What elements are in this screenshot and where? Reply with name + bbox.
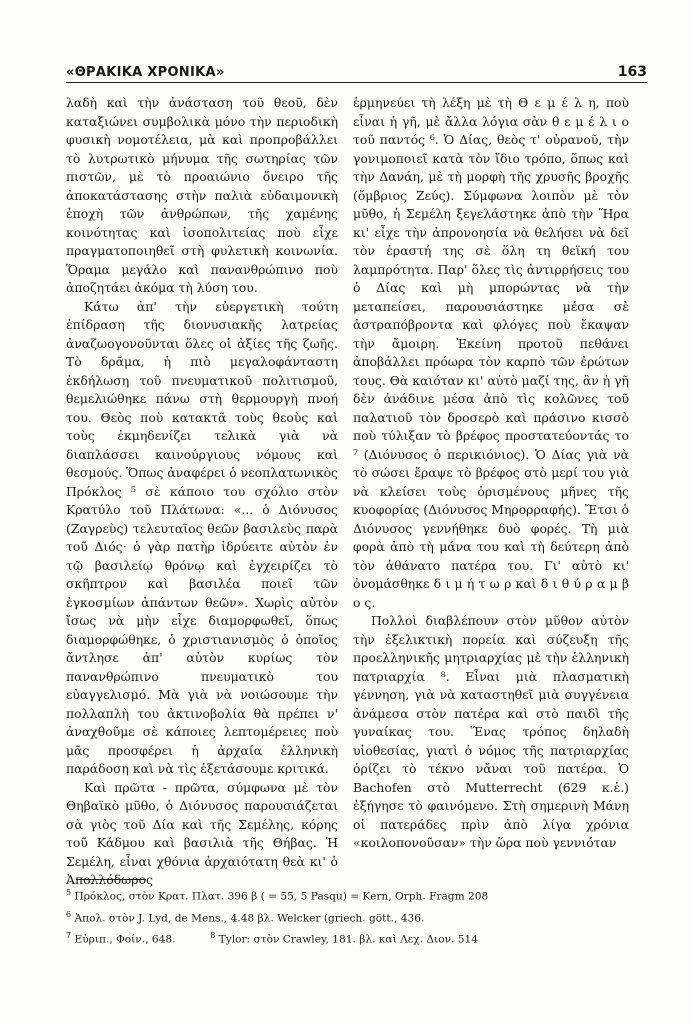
footnote-text: Ἀπολ. στὸν J. Lyd, de Mens., 4.48 βλ. Welcker (griech. gött., 436. <box>74 912 425 925</box>
footnotes <box>66 884 647 949</box>
footnote-text: Πρόκλος, στὸν Κρατ. Πλατ. 396 β ( = 55, 5 Pasqu) = Kern, Orph. Fragm 208 <box>74 890 489 903</box>
page-header <box>66 58 647 80</box>
page-number: 163 <box>617 64 647 80</box>
footnote-number: 8 <box>210 931 216 941</box>
left-paragraph-2: Κάτω ἀπ' τὴν εὐεργετικὴ τούτη ἐπίδραση τῆς διονυσιακῆς λατρείας ἀναζωογονοῦνται ὅλες οἱ ἀξίες τῆς ζωῆς. Τὸ δρᾶμα, ἡ πιὸ μεγαλοφάνταστη ἐκδήλωση τοῦ πνευματικοῦ πολιτισμοῦ, θεμελιώθηκε πάνω στὴ θερμουργὴ πνοή του. Θεὸς ποὺ κατακτᾶ τοὺς θεοὺς καὶ τοὺς ἐκμηδενίζει τελικὰ γιὰ νὰ διαπλάσσει καινούργιους νόμους καὶ θεσμούς. Ὅπως ἀναφέρει ὁ νεοπλατωνικὸς Πρόκλος ⁵ σὲ κάποιο του σχόλιο στὸν Κρατύλο τοῦ Πλάτωνα: «... ὁ Διόνυσος (Ζαγρεὺς) τελευταῖος θεῶν βασιλεὺς παρὰ τοῦ Διός· ὁ γὰρ πατὴρ ἱδρύειτε αὐτὸν ἐν τῷ βασιλείῳ θρόνῳ καὶ ἐγχειρίζει τὸ σκῆπτρον καὶ βασιλέα ποιεῖ τῶν ἐγκοσμίων ἁπάντων θεῶν». Χωρὶς αὐτὸν ἴσως νὰ μὴν εἶχε διαμορφωθεῖ, ὅπως διαμορφώθηκε, ὁ χριστιανισμὸς ὁ ὁποῖος ἄντλησε ἀπ' αὐτὸν κυρίως τὸν πανανθρώπινο πνευματικὸ του εὐαγγελισμό. Μὰ γιὰ νὰ νοιώσουμε τὴν πολλαπλὴ του ἀκτινοβολία θὰ πρέπει ν' ἀναχθοῦμε σὲ κάποιες λεπτομέρειες ποὺ μᾶς προσφέρει ἡ ἀρχαία ἑλληνικὴ παράδοση καὶ νὰ τὶς ἐξετάσουμε κριτικά. <box>66 298 338 776</box>
header-rule <box>66 82 647 83</box>
footnote-text: Tylor: στὸν Crawley, 181. βλ. καὶ Λεχ. Διον. 514 <box>218 933 478 946</box>
footnote-5 <box>66 884 647 906</box>
footnote-rule <box>76 879 146 880</box>
right-paragraph-1: ἑρμηνεύει τὴ λέξη μὲ τὴ Θ ε μ έ λ η, ποὺ εἶναι ἡ γῆ, μὲ ἄλλα λόγια σὰν θ ε μ έ λ ι ο τοῦ παντός ⁶. Ὁ Δίας, θεὸς τ' οὐρανοῦ, τὴν γονιμοποιεῖ κατὰ τὸν ἴδιο τρόπο, ὅπως καὶ τὴν Δανάη, μὲ τὴ μορφὴ τῆς χρυσῆς βροχῆς (ὄμβριος Ζεύς). Σύμφωνα λοιπὸν μὲ τὸν μῦθο, ἡ Σεμέλη ξεγελάστηκε ἀπὸ τὴν Ἥρα κι' εἶχε τὴν ἀπρονοησία νὰ θελήσει νὰ δεῖ τὸν ἐραστή της σὲ ὅλη τη θεϊκή του λαμπρότητα. Παρ' ὅλες τὶς ἀντιρρήσεις του ὁ Δίας καὶ μὴ μπορώντας νὰ τὴν μεταπείσει, παρουσιάστηκε μέσα σὲ ἀστραπόβροντα καὶ φλόγες ποὺ ἔκαψαν τὴν ἄμοιρη. Ἐκείνη προτοῦ πεθάνει ἀποβάλλει πρόωρα τὸν καρπὸ τῶν ἐρώτων τους. Θὰ καιόταν κι' αὐτὸ μαζί της, ἂν ἡ γῆ δὲν ἀνάδινε μέσα ἀπὸ τὶς κολῶνες τοῦ παλατιοῦ τὸν δροσερὸ καὶ πράσινο κισσὸ ποὺ τύλιξαν τὸ βρέφος προστατεύοντάς το ⁷ (Διόνυσος ὁ περικιόνιος). Ὁ Δίας γιὰ νὰ τὸ σώσει ἔραψε τὸ βρέφος στὸ μερί του γιὰ νὰ κλείσει τοὺς ὁρισμένους μῆνες τῆς κυοφορίας (Διόνυσος Μηρορραφής). Ἔτσι ὁ Διόνυσος γεννήθηκε δυὸ φορές. Τὴ μιὰ φορὰ ἀπὸ τὴ μάνα του καὶ τὴ δεύτερη ἀπὸ τὸν ἀθάνατο πατέρα του. Γι' αὐτὸ κι' ὀνομάσθηκε δ ι μ ή τ ω ρ καὶ δ ι θ ύ ρ α μ β ο ς. <box>353 95 629 610</box>
footnote-number: 7 <box>66 931 72 941</box>
left-paragraph-1: λαδὴ καὶ τὴν ἀνάσταση τοῦ θεοῦ, δὲν καταξιώνει συμβολικὰ μόνο τὴν περιοδικὴ φυσικὴ νομοτέλεια, μὰ καὶ προπροβάλλει τὸ λυτρωτικὸ μήνυμα τῆς σωτηρίας τῶν πιστῶν, μὲ τὸ προαιώνιο ὄνειρο τῆς ἀποκατάστασης στὴν παλιὰ εὐδαιμονικὴ ἐποχὴ τῶν ἀνθρώπων, τῆς χαμένης κοινότητας καὶ ἰσοπολιτείας ποὺ εἶχε πραγματοποιηθεῖ στὴ φυλετικὴ κοινωνία. Ὅραμα μεγάλο καὶ πανανθρώπινο ποὺ ἀποζητάει ἀκόμα τὴ λύση του. <box>66 95 338 295</box>
left-paragraph-3: Καὶ πρῶτα - πρῶτα, σύμφωνα μὲ τὸν Θηβαϊκὸ μῦθο, ὁ Διόνυσος παρουσιάζεται σὰ γιὸς τοῦ Δία καὶ τῆς Σεμέλης, κόρης τοῦ Κάδμου καὶ βασιλιὰ τῆς Θήβας. Ἡ Σεμέλη, εἶναι χθόνια ἀρχαιότατη θεὰ κι' ὁ Ἀπολλόδωρος <box>66 779 338 887</box>
footnote-6 <box>66 906 647 928</box>
footnote-text: Εὐριπ., Φοίν., 648. <box>74 933 176 946</box>
footnote-7-8 <box>66 927 647 949</box>
footnote-number: 6 <box>66 909 72 919</box>
right-column <box>353 94 629 853</box>
left-column <box>66 94 338 890</box>
right-paragraph-2: Πολλοὶ διαβλέπουν στὸν μῦθον αὐτὸν τὴν ἐξελικτικὴ πορεία καὶ σύζευξη τῆς προελληνικῆς μητριαρχίας μὲ τὴν ἑλληνικὴ πατριαρχία ⁸. Εἶναι μιὰ πλασματικὴ γέννηση, γιὰ νὰ καταστηθεῖ μιὰ συγγένεια ἀνάμεσα στὸν πατέρα καὶ στὸ παιδὶ τῆς γυναίκας του. Ἕνας τρόπος δηλαδὴ υἱοθεσίας, γιατὶ ὁ νόμος τῆς πατριαρχίας ὁρίζει τὸ τέκνο νἄναι τοῦ πατέρα. Ὁ Bachofen στὸ Mutterrecht (629 κ.ἑ.) ἐξήγησε τὸ φαινόμενο. Στὴ σημερινὴ Μάνη οἱ πατεράδες πρὶν ἀπὸ λίγα χρόνια «κοιλοπονοῦσαν» τὴν ὥρα ποὺ γεννιόταν <box>353 613 629 850</box>
journal-title: «ΘΡΑΚΙΚΑ ΧΡΟΝΙΚΑ» <box>66 65 225 80</box>
footnote-number: 5 <box>66 888 72 897</box>
